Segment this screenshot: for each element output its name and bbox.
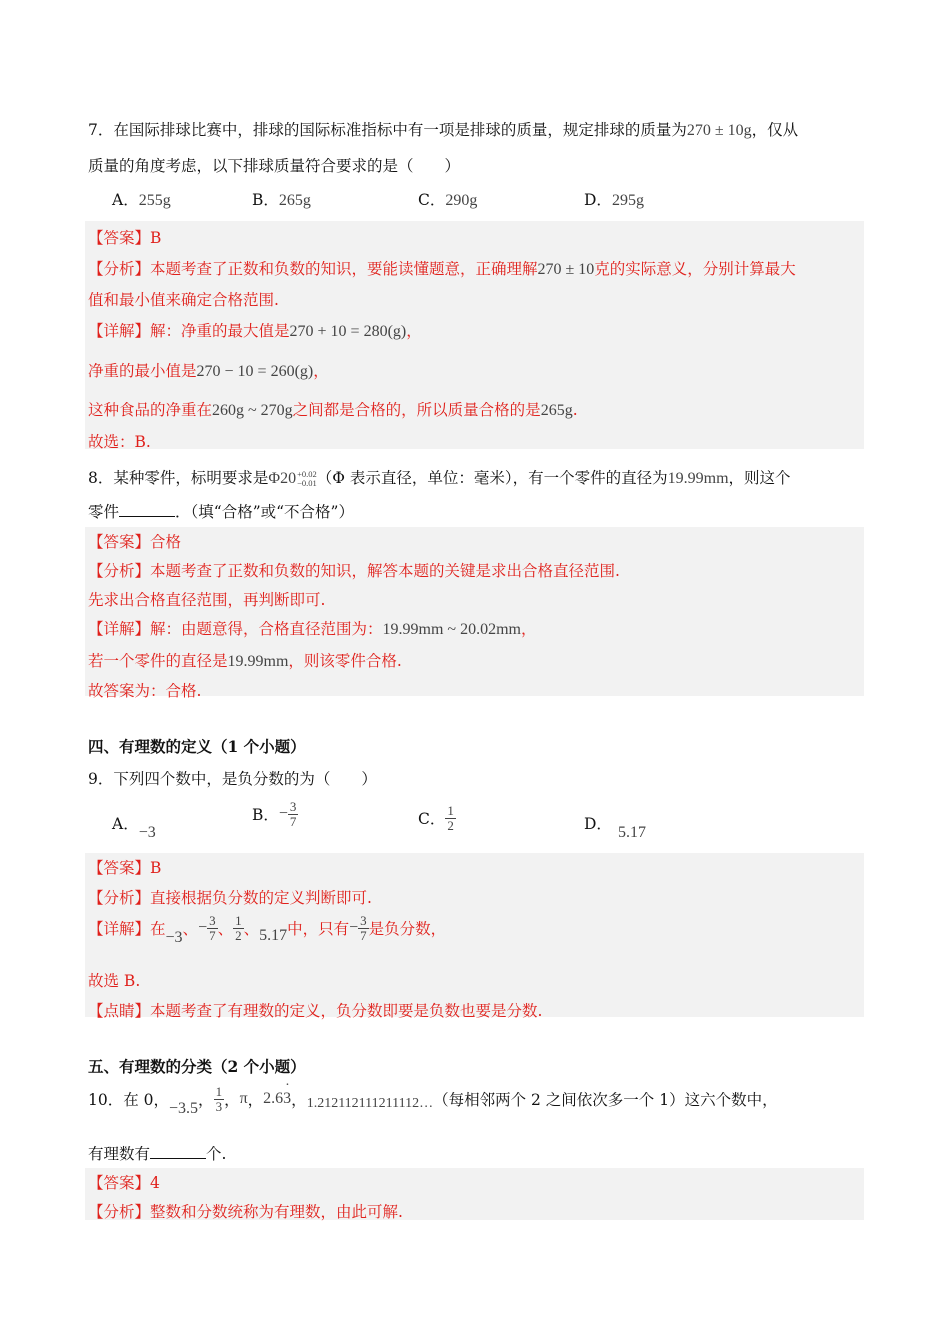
q10-repeating-decimal: 2.63 · bbox=[263, 1078, 292, 1108]
q9-answer: 【答案】B bbox=[88, 859, 162, 877]
q8-analysis: 【分析】本题考查了正数和负数的知识，解答本题的关键是求出合格直径范围. bbox=[88, 562, 620, 580]
q9-option-b[interactable]: B．− $\frac{3}{7}$ bbox=[252, 799, 297, 829]
q8-answer: 【答案】合格 bbox=[88, 533, 182, 551]
q7-option-c[interactable]: C．290g bbox=[418, 191, 478, 209]
q7-stem-line2: 质量的角度考虑，以下排球质量符合要求的是（ ） bbox=[88, 157, 461, 175]
repeat-dot-mark: · bbox=[285, 1078, 290, 1094]
q7-choose: 故选：B. bbox=[88, 433, 151, 451]
section5-title: 五、有理数的分类（2 个小题） bbox=[88, 1057, 306, 1076]
q9-detail: 【详解】在−3、− $\frac{3}{7}$ 、 $\frac{1}{2}$ 、5.17中，只有− $\frac{3}{7}$ 是负分数， bbox=[88, 913, 447, 947]
q9-option-c[interactable]: C． $\frac{1}{2}$ bbox=[418, 803, 454, 833]
q8-stem-line1: 8．某种零件，标明要求是Φ20 +0.02 −0.01 （Φ 表示直径，单位：毫米），有一个零件的直径为19.99mm，则这个 bbox=[88, 469, 791, 489]
q9-choose: 故选 B. bbox=[88, 972, 141, 990]
section4-title: 四、有理数的定义（1 个小题） bbox=[88, 737, 306, 756]
q8-answer-blank[interactable] bbox=[119, 502, 175, 517]
q9-option-d[interactable]: D． 5.17 bbox=[584, 815, 646, 841]
q9-analysis: 【分析】直接根据负分数的定义判断即可. bbox=[88, 889, 372, 907]
q7-detail-min: 净重的最小值是270 − 10 = 260(g)， bbox=[88, 362, 329, 380]
q10-stem-line2: 有理数有 个. bbox=[88, 1145, 227, 1163]
q8-final: 故答案为：合格. bbox=[88, 682, 202, 700]
q9-comment: 【点睛】本题考查了有理数的定义，负分数即要是负数也要是分数. bbox=[88, 1002, 543, 1020]
q10-answer: 【答案】4 bbox=[88, 1174, 160, 1192]
q8-spec: Φ20 +0.02 −0.01 bbox=[268, 469, 317, 489]
q9-option-a[interactable]: A．−3 bbox=[112, 815, 156, 841]
q7-detail-max: 【详解】解：净重的最大值是270 + 10 = 280(g)， bbox=[88, 322, 422, 340]
q7-option-b[interactable]: B．265g bbox=[252, 191, 311, 209]
q7-option-d[interactable]: D．295g bbox=[584, 191, 644, 209]
q8-detail: 【详解】解：由题意得，合格直径范围为：19.99mm ~ 20.02mm， bbox=[88, 620, 537, 638]
q10-answer-blank[interactable] bbox=[150, 1144, 206, 1159]
q8-detail-line2: 若一个零件的直径是19.99mm，则该零件合格. bbox=[88, 652, 402, 670]
q7-mass-spec: 270 ± 10g bbox=[686, 122, 752, 139]
q8-stem-line2: 零件 ．（填“合格”或“不合格”） bbox=[88, 503, 354, 521]
q7-analysis-line2: 值和最小值来确定合格范围. bbox=[88, 291, 279, 309]
q7-answer: 【答案】B bbox=[88, 229, 162, 247]
q7-option-a[interactable]: A．255g bbox=[112, 191, 171, 209]
q10-analysis: 【分析】整数和分数统称为有理数，由此可解. bbox=[88, 1203, 403, 1221]
q7-detail-range: 这种食品的净重在260g ~ 270g之间都是合格的，所以质量合格的是265g. bbox=[88, 401, 578, 419]
q7-analysis: 【分析】本题考查了正数和负数的知识，要能读懂题意，正确理解270 ± 10克的实际意义，分别计算最大 bbox=[88, 260, 796, 278]
q7-stem-line1: 7．在国际排球比赛中，排球的国际标准指标中有一项是排球的质量，规定排球的质量为270 ± 10g，仅从 bbox=[88, 121, 799, 139]
q8-analysis-line2: 先求出合格直径范围，再判断即可. bbox=[88, 591, 326, 609]
q9-stem: 9．下列四个数中，是负分数的为（ ） bbox=[88, 770, 377, 788]
q10-stem-line1: 10．在 0，−3.5， $\frac{1}{3}$ ，π，2.63 · ，1.212112111211112…（每相邻两个 2 之间依次多一个 1）这六个数中， bbox=[88, 1078, 778, 1118]
